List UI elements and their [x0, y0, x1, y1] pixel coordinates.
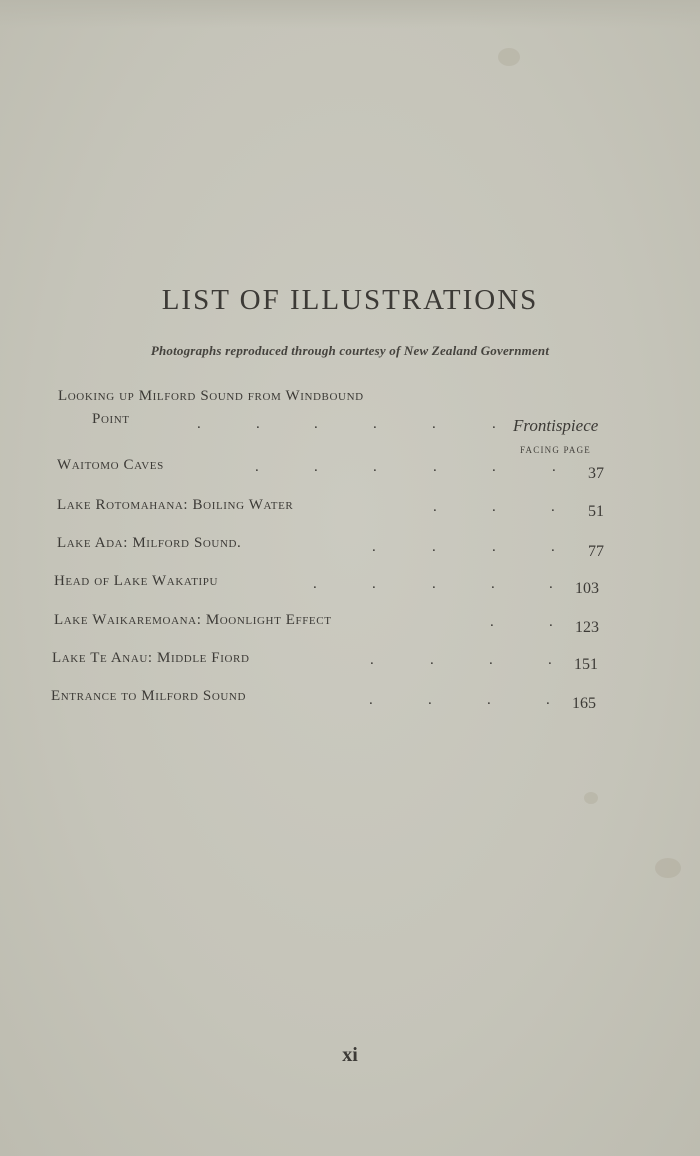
page-subtitle: Photographs reproduced through courtesy of New Zealand Government: [150, 343, 550, 358]
entry-title: Entrance to Milford Sound: [51, 688, 247, 704]
entry-title: Head of Lake Wakatipu: [54, 573, 219, 589]
dot-leader: . . . . .: [313, 576, 553, 592]
entry-page-number: 77: [588, 543, 604, 560]
dot-leader: . . . . . .: [197, 416, 496, 432]
page-top-edge: [0, 0, 700, 28]
entry-page-number: 165: [572, 695, 596, 712]
entry-title: Lake Ada: Milford Sound.: [57, 535, 242, 551]
entry-page-frontispiece: Frontispiece: [513, 416, 599, 435]
entry-title: Lake Rotomahana: Boiling Water: [57, 497, 294, 513]
dot-leader: . . . . . .: [255, 459, 556, 475]
entry-title: Lake Te Anau: Middle Fiord: [52, 650, 250, 666]
paper-stain: [655, 858, 681, 878]
paper-stain: [498, 48, 520, 66]
dot-leader: . . .: [433, 499, 555, 515]
facing-page-label: FACING PAGE: [520, 445, 591, 455]
entry-page-number: 151: [574, 656, 598, 673]
entry-title: Lake Waikaremoana: Moonlight Effect: [54, 612, 332, 628]
entry-page-number: 37: [588, 465, 604, 482]
entry-title: Waitomo Caves: [57, 457, 164, 473]
paper-stain: [584, 792, 598, 804]
entry-page-number: 123: [575, 619, 599, 636]
page-title: LIST OF ILLUSTRATIONS: [161, 284, 539, 316]
entry-title-line1: Looking up Milford Sound from Windbound: [58, 388, 364, 404]
dot-leader: . . . .: [369, 692, 550, 708]
entry-title-line2: Point: [92, 411, 130, 427]
entry-page-number: 103: [575, 580, 599, 597]
page-folio: xi: [342, 1044, 358, 1066]
dot-leader: . .: [490, 614, 553, 630]
dot-leader: . . . .: [372, 539, 555, 555]
dot-leader: . . . .: [370, 652, 552, 668]
entry-page-number: 51: [588, 503, 604, 520]
